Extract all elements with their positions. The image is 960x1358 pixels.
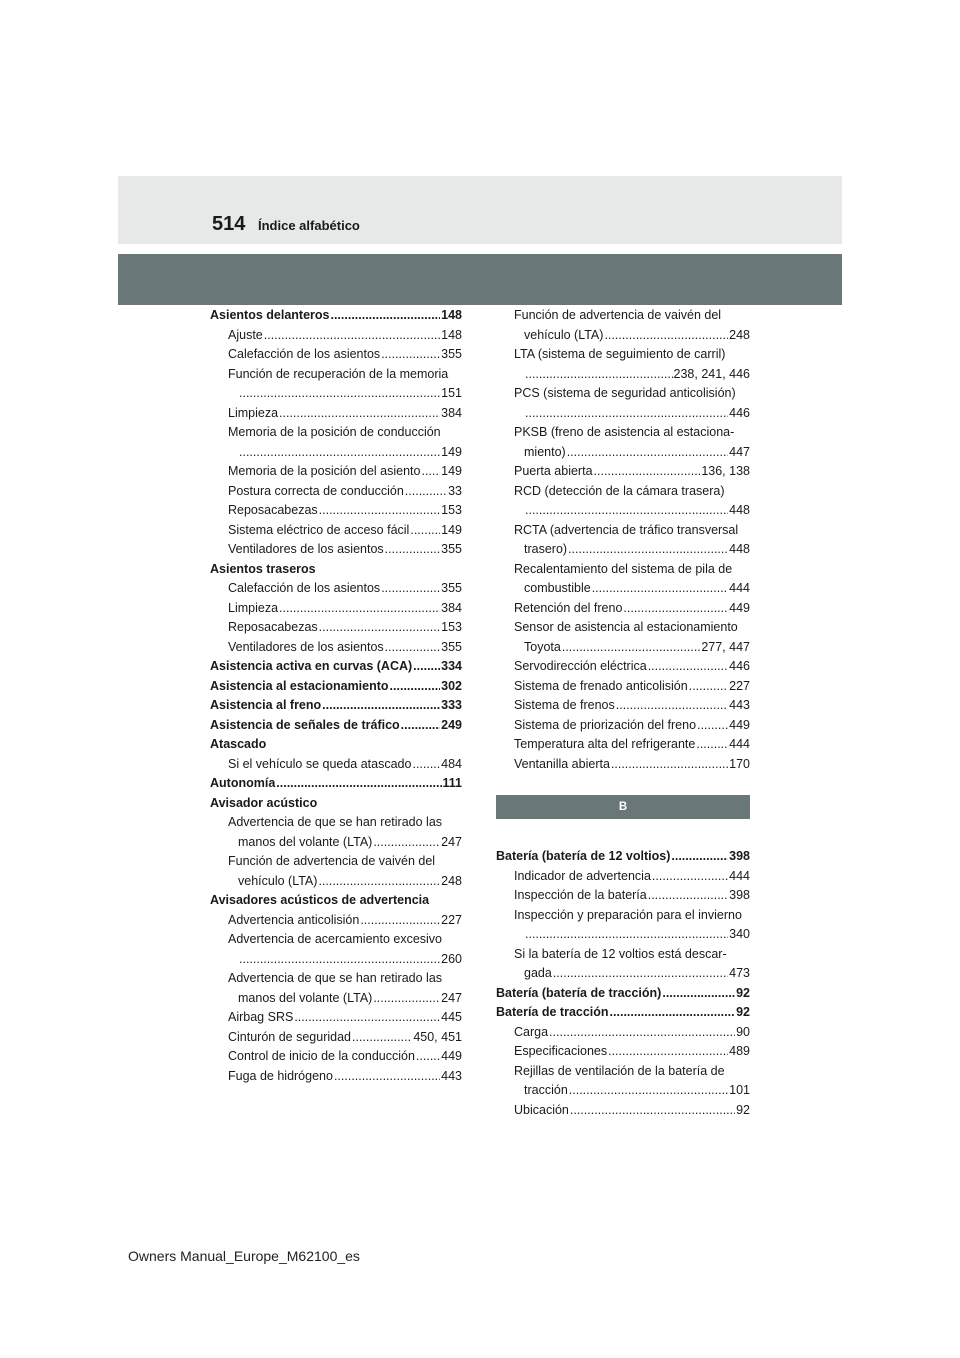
index-entry-cont xyxy=(496,326,750,346)
index-entry-page: 489 xyxy=(729,1044,750,1058)
leader-dots xyxy=(318,872,440,892)
index-entry-page: 355 xyxy=(441,347,462,361)
leader-dots xyxy=(525,365,673,385)
index-entry-cont xyxy=(496,964,750,984)
index-entry-cont xyxy=(210,989,462,1009)
index-entry-page: 153 xyxy=(441,620,462,634)
index-entry-page: 444 xyxy=(729,868,750,883)
index-entry-page: 443 xyxy=(441,1068,462,1083)
index-entry-page: 333 xyxy=(441,698,462,712)
index-entry-label: Calefacción de los asientos xyxy=(228,581,381,595)
index-entry-page: 151 xyxy=(441,386,462,400)
index-entry-sub: LTA (sistema de seguimiento de carril) xyxy=(514,347,726,361)
index-entry-label: Ajuste xyxy=(228,327,263,342)
index-entry-sub: Función de advertencia de vaivén del xyxy=(514,308,722,322)
leader-dots xyxy=(319,501,440,521)
index-entry-sub: Recalentamiento del sistema de pila de xyxy=(514,561,733,576)
index-entry-sub xyxy=(210,911,462,931)
index-entry-page: 136, 138 xyxy=(701,464,750,478)
index-entry-sub xyxy=(496,677,750,697)
index-entry-label: Especificaciones xyxy=(514,1044,608,1058)
index-entry-page: 384 xyxy=(441,600,462,615)
leader-dots xyxy=(322,696,440,716)
header-dark-band xyxy=(118,254,842,305)
index-entry-label: Toyota xyxy=(524,639,561,654)
index-entry-label: Temperatura alta del refrigerante xyxy=(514,737,696,751)
index-entry-sub: Función de recuperación de la memoria xyxy=(228,366,449,381)
leader-dots xyxy=(567,443,728,463)
index-entry-main: Avisadores acústicos de advertencia xyxy=(210,893,430,907)
index-entry-page: 92 xyxy=(736,985,750,1000)
leader-dots xyxy=(689,677,728,697)
index-entry-sub xyxy=(496,867,750,887)
leader-dots xyxy=(279,404,440,424)
index-entry-cont xyxy=(496,1081,750,1101)
index-entry-label: vehículo (LTA) xyxy=(524,327,604,342)
index-entry-sub xyxy=(210,404,462,424)
leader-dots xyxy=(421,462,440,482)
index-entry-sub xyxy=(496,1042,750,1062)
leader-dots xyxy=(401,716,440,736)
leader-dots xyxy=(294,1008,440,1028)
index-entry-sub: Rejillas de ventilación de la batería de xyxy=(514,1063,725,1078)
index-entry-sub xyxy=(496,755,750,775)
index-entry-sub: Sensor de asistencia al estacionamiento xyxy=(514,620,738,634)
index-entry-page: 340 xyxy=(729,927,750,941)
leader-dots xyxy=(610,1003,736,1023)
index-entry-label: combustible xyxy=(524,581,591,595)
index-entry-sub xyxy=(210,482,462,502)
index-entry-page: 227 xyxy=(729,678,750,693)
index-column-left xyxy=(210,306,462,1086)
index-entry-sub xyxy=(210,755,462,775)
leader-dots xyxy=(592,579,728,599)
index-entry-cont xyxy=(496,638,750,658)
index-entry-sub xyxy=(210,540,462,560)
index-entry-cont xyxy=(210,950,462,970)
index-entry-sub xyxy=(496,886,750,906)
index-entry-page: 447 xyxy=(729,444,750,459)
index-entry-label: Reposacabezas xyxy=(228,620,318,634)
index-entry-sub xyxy=(496,716,750,736)
section-letter-bar: B xyxy=(496,795,750,819)
index-entry-sub: Memoria de la posición de conducción xyxy=(228,425,441,439)
index-entry-label: Postura correcta de conducción xyxy=(228,483,404,498)
index-entry-page: 484 xyxy=(441,756,462,771)
leader-dots xyxy=(385,540,440,560)
index-entry-label: Ventiladores de los asientos xyxy=(228,542,384,556)
index-entry-page: 449 xyxy=(441,1049,462,1063)
leader-dots xyxy=(570,1101,735,1121)
index-entry-page: 227 xyxy=(441,912,462,927)
index-entry-sub xyxy=(210,501,462,521)
index-entry-page: 247 xyxy=(441,990,462,1005)
index-entry-cont xyxy=(210,443,462,463)
leader-dots xyxy=(381,579,440,599)
leader-dots xyxy=(390,677,441,697)
index-entry-page: 101 xyxy=(729,1083,750,1097)
index-entry-main xyxy=(210,657,462,677)
index-group-b xyxy=(496,847,750,1120)
index-entry-page: 450, 451 xyxy=(413,1029,462,1044)
index-entry-sub xyxy=(496,735,750,755)
leader-dots xyxy=(648,886,728,906)
index-entry-label: Sistema de priorización del freno xyxy=(514,717,697,732)
leader-dots xyxy=(697,716,728,736)
index-entry-label: Batería (batería de tracción) xyxy=(496,985,662,1000)
index-entry-page: 153 xyxy=(441,503,462,517)
index-entry-label: manos del volante (LTA) xyxy=(238,834,373,849)
index-entry-sub xyxy=(496,462,750,482)
leader-dots xyxy=(662,984,735,1004)
index-entry-cont xyxy=(210,833,462,853)
index-entry-sub xyxy=(210,345,462,365)
index-entry-page: 170 xyxy=(729,756,750,771)
index-entry-label: miento) xyxy=(524,444,566,459)
index-entry-main xyxy=(210,696,462,716)
leader-dots xyxy=(412,755,440,775)
index-entry-label: Autonomía xyxy=(210,776,276,790)
leader-dots xyxy=(276,774,441,794)
leader-dots xyxy=(569,1081,728,1101)
leader-dots xyxy=(616,696,728,716)
index-entry-sub: Si la batería de 12 voltios está descar- xyxy=(514,946,727,961)
index-entry-label: Ubicación xyxy=(514,1102,569,1117)
index-entry-cont xyxy=(496,579,750,599)
index-entry-page: 445 xyxy=(441,1010,462,1024)
index-entry-label: Fuga de hidrógeno xyxy=(228,1068,333,1083)
index-entry-label: Limpieza xyxy=(228,600,279,615)
index-entry-page: 260 xyxy=(441,951,462,966)
index-entry-sub xyxy=(496,696,750,716)
index-entry-sub: PCS (sistema de seguridad anticolisión) xyxy=(514,386,736,400)
index-entry-label: Indicador de advertencia xyxy=(514,868,651,883)
index-entry-main xyxy=(210,306,462,326)
index-entry-sub xyxy=(210,1008,462,1028)
leader-dots xyxy=(549,1023,735,1043)
index-entry-label: Sistema de frenado anticolisión xyxy=(514,678,688,693)
index-entry-page: 302 xyxy=(441,678,462,693)
leader-dots xyxy=(381,345,440,365)
index-entry-sub xyxy=(496,657,750,677)
index-entry-sub: Inspección y preparación para el invierno xyxy=(514,907,742,922)
index-entry-label: gada xyxy=(524,966,552,980)
index-entry-sub xyxy=(210,1067,462,1087)
index-entry-main xyxy=(496,1003,750,1023)
index-entry-page: 448 xyxy=(729,503,750,517)
index-entry-page: 90 xyxy=(736,1024,750,1039)
index-entry-page: 149 xyxy=(441,444,462,459)
index-entry-label: Asistencia al freno xyxy=(210,698,322,712)
index-entry-label: Airbag SRS xyxy=(228,1010,294,1024)
index-entry-sub: Función de advertencia de vaivén del xyxy=(228,854,436,868)
index-entry-cont xyxy=(210,384,462,404)
index-entry-label: Reposacabezas xyxy=(228,503,318,517)
index-entry-label: Asistencia de señales de tráfico xyxy=(210,717,400,732)
leader-dots xyxy=(373,833,440,853)
index-entry-page: 446 xyxy=(729,659,750,673)
index-entry-label: Retención del freno xyxy=(514,600,623,615)
index-entry-sub xyxy=(210,579,462,599)
index-entry-sub xyxy=(496,1023,750,1043)
index-entry-label: Memoria de la posición del asiento xyxy=(228,464,421,478)
footer-manual-id: Owners Manual_Europe_M62100_es xyxy=(128,1248,360,1264)
index-entry-page: 248 xyxy=(729,327,750,342)
leader-dots xyxy=(648,657,728,677)
index-entry-label: Sistema de frenos xyxy=(514,698,615,712)
index-entry-label: Cinturón de seguridad xyxy=(228,1029,351,1044)
index-entry-label: Calefacción de los asientos xyxy=(228,347,381,361)
index-entry-label: Carga xyxy=(514,1024,549,1039)
index-entry-label: Batería de tracción xyxy=(496,1005,609,1019)
index-entry-page: 449 xyxy=(729,717,750,732)
index-entry-label: Limpieza xyxy=(228,405,279,420)
index-entry-sub xyxy=(496,599,750,619)
index-entry-page: 355 xyxy=(441,542,462,556)
index-entry-label: Asistencia activa en curvas (ACA) xyxy=(210,659,413,673)
index-entry-main xyxy=(210,774,462,794)
leader-dots xyxy=(410,521,440,541)
index-entry-label: Ventiladores de los asientos xyxy=(228,639,384,654)
index-entry-page: 449 xyxy=(729,600,750,615)
section-title: Índice alfabético xyxy=(258,218,360,233)
index-entry-page: 384 xyxy=(441,405,462,420)
leader-dots xyxy=(696,735,728,755)
leader-dots xyxy=(553,964,728,984)
index-entry-label: trasero) xyxy=(524,542,568,556)
leader-dots xyxy=(405,482,447,502)
index-entry-label: Ventanilla abierta xyxy=(514,756,610,771)
index-entry-sub: RCTA (advertencia de tráfico transversal xyxy=(514,522,739,537)
index-entry-page: 277, 447 xyxy=(701,639,750,654)
index-entry-page: 448 xyxy=(729,542,750,556)
index-entry-main xyxy=(496,847,750,867)
index-entry-page: 355 xyxy=(441,581,462,595)
index-entry-page: 473 xyxy=(729,966,750,980)
index-entry-label: Asistencia al estacionamiento xyxy=(210,678,389,693)
leader-dots xyxy=(604,326,728,346)
index-entry-page: 443 xyxy=(729,698,750,712)
index-entry-sub xyxy=(210,638,462,658)
index-entry-main xyxy=(210,716,462,736)
leader-dots xyxy=(373,989,440,1009)
index-entry-sub: RCD (detección de la cámara trasera) xyxy=(514,483,725,498)
leader-dots xyxy=(239,443,440,463)
leader-dots xyxy=(385,638,440,658)
index-entry-page: 334 xyxy=(441,659,462,673)
page-number: 514 xyxy=(212,213,246,235)
index-entry-cont xyxy=(496,443,750,463)
leader-dots xyxy=(279,599,440,619)
index-entry-page: 247 xyxy=(441,834,462,849)
index-entry-sub: PKSB (freno de asistencia al estaciona- xyxy=(514,425,735,439)
leader-dots xyxy=(652,867,728,887)
index-entry-cont xyxy=(496,540,750,560)
index-entry-page: 92 xyxy=(736,1102,750,1117)
index-entry-main: Asientos traseros xyxy=(210,561,316,576)
index-entry-sub xyxy=(210,618,462,638)
leader-dots xyxy=(623,599,728,619)
index-entry-label: Inspección de la batería xyxy=(514,888,647,902)
index-entry-page: 398 xyxy=(729,888,750,902)
index-entry-label: Control de inicio de la conducción xyxy=(228,1049,415,1063)
leader-dots xyxy=(319,618,440,638)
index-entry-main xyxy=(210,677,462,697)
index-entry-main: Atascado xyxy=(210,737,267,751)
index-entry-page: 444 xyxy=(729,581,750,595)
index-entry-sub xyxy=(210,1028,462,1048)
index-entry-sub xyxy=(210,462,462,482)
index-entry-label: vehículo (LTA) xyxy=(238,873,318,888)
index-entry-sub xyxy=(210,521,462,541)
index-entry-label: Asientos delanteros xyxy=(210,308,330,322)
index-entry-sub xyxy=(210,599,462,619)
index-entry-label: tracción xyxy=(524,1083,568,1097)
leader-dots xyxy=(611,755,728,775)
index-entry-sub xyxy=(210,326,462,346)
index-entry-sub: Advertencia de que se han retirado las xyxy=(228,971,443,985)
index-entry-label: Sistema eléctrico de acceso fácil xyxy=(228,522,410,537)
leader-dots xyxy=(525,925,728,945)
index-entry-page: 446 xyxy=(729,405,750,420)
leader-dots xyxy=(330,306,440,326)
index-column-right xyxy=(496,306,750,1120)
index-entry-label: Servodirección eléctrica xyxy=(514,659,647,673)
index-entry-sub: Advertencia de que se han retirado las xyxy=(228,815,443,829)
index-group-a-continued xyxy=(496,306,750,774)
leader-dots xyxy=(352,1028,412,1048)
leader-dots xyxy=(413,657,440,677)
leader-dots xyxy=(334,1067,440,1087)
leader-dots xyxy=(608,1042,728,1062)
index-entry-cont xyxy=(496,501,750,521)
leader-dots xyxy=(525,404,728,424)
index-entry-label: manos del volante (LTA) xyxy=(238,990,373,1005)
index-entry-page: 238, 241, 446 xyxy=(673,366,750,381)
index-entry-page: 149 xyxy=(441,464,462,478)
index-entry-cont xyxy=(496,925,750,945)
leader-dots xyxy=(671,847,728,867)
index-entry-sub: Advertencia de acercamiento excesivo xyxy=(228,932,443,946)
index-entry-page: 111 xyxy=(442,776,462,790)
index-entry-label: Batería (batería de 12 voltios) xyxy=(496,849,671,863)
leader-dots xyxy=(264,326,440,346)
index-entry-page: 92 xyxy=(736,1005,750,1019)
index-entry-page: 148 xyxy=(441,308,462,322)
index-entry-page: 355 xyxy=(441,639,462,654)
index-entry-sub xyxy=(210,1047,462,1067)
index-entry-label: Puerta abierta xyxy=(514,464,593,478)
leader-dots xyxy=(568,540,728,560)
leader-dots xyxy=(416,1047,440,1067)
leader-dots xyxy=(562,638,700,658)
index-entry-page: 249 xyxy=(441,717,462,732)
index-entry-page: 398 xyxy=(729,849,750,863)
index-entry-cont xyxy=(210,872,462,892)
index-entry-page: 148 xyxy=(441,327,462,342)
index-entry-cont xyxy=(496,365,750,385)
index-entry-sub xyxy=(496,1101,750,1121)
index-entry-cont xyxy=(496,404,750,424)
index-entry-page: 33 xyxy=(448,483,462,498)
index-entry-label: Advertencia anticolisión xyxy=(228,912,360,927)
index-entry-main: Avisador acústico xyxy=(210,795,318,810)
leader-dots xyxy=(239,384,440,404)
index-entry-page: 248 xyxy=(441,873,462,888)
index-entry-page: 149 xyxy=(441,522,462,537)
index-entry-main xyxy=(496,984,750,1004)
leader-dots xyxy=(360,911,440,931)
index-entry-label: Si el vehículo se queda atascado xyxy=(228,756,412,771)
leader-dots xyxy=(594,462,701,482)
leader-dots xyxy=(525,501,728,521)
index-entry-page: 444 xyxy=(729,737,750,751)
leader-dots xyxy=(239,950,440,970)
